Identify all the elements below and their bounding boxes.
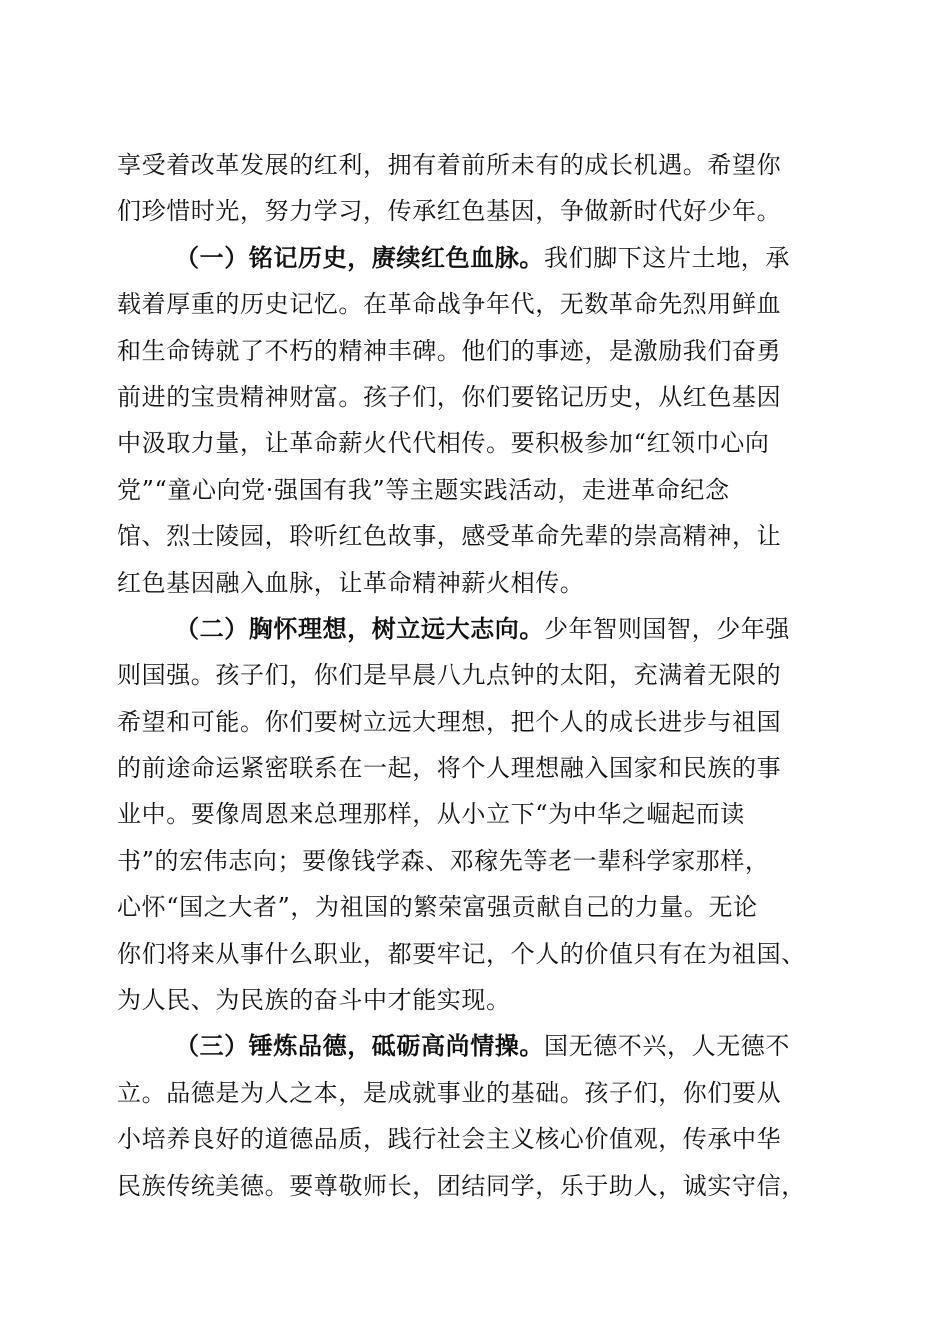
- text-line: 民族传统美德。要尊敬师长，团结同学，乐于助人，诚实守信，: [117, 1171, 806, 1200]
- text-line: 立。品德是为人之本，是成就事业的基础。孩子们，你们要从: [117, 1078, 782, 1107]
- section-2-first-line-text: 少年智则国智，少年强: [544, 614, 790, 643]
- text-line: 小培养良好的道德品质，践行社会主义核心价值观，传承中华: [117, 1125, 782, 1154]
- document-body: [117, 142, 837, 1209]
- text-line: 希望和可能。你们要树立远大理想，把个人的成长进步与祖国: [117, 707, 782, 736]
- text-line: 载着厚重的历史记忆。在革命战争年代，无数革命先烈用鲜血: [117, 290, 782, 319]
- section-2-heading: （二）胸怀理想，树立远大志向。: [175, 613, 544, 643]
- section-3-first-line: [117, 1023, 837, 1069]
- text-line: 的前途命运紧密联系在一起，将个人理想融入国家和民族的事: [117, 754, 782, 783]
- text-line: 书”的宏伟志向；要像钱学森、邓稼先等老一辈科学家那样，: [117, 846, 770, 875]
- text-line: 则国强。孩子们，你们是早晨八九点钟的太阳，充满着无限的: [117, 661, 782, 690]
- text-line: 和生命铸就了不朽的精神丰碑。他们的事迹，是激励我们奋勇: [117, 336, 782, 365]
- text-line: 你们将来从事什么职业，都要牢记，个人的价值只有在为祖国、: [117, 939, 806, 968]
- text-line: 们珍惜时光，努力学习，传承红色基因，争做新时代好少年。: [117, 197, 782, 226]
- text-line: 党”“童心向党·强国有我”等主题实践活动，走进革命纪念: [117, 475, 730, 504]
- section-1-heading: （一）铭记历史，赓续红色血脉。: [175, 242, 544, 272]
- text-line: 馆、烈士陵园，聆听红色故事，感受革命先辈的崇高精神，让: [117, 522, 782, 551]
- section-3-first-line-text: 国无德不兴，人无德不: [544, 1032, 790, 1061]
- section-3-heading: （三）锤炼品德，砥砺高尚情操。: [175, 1031, 544, 1061]
- section-1-first-line-text: 我们脚下这片土地，承: [544, 243, 790, 272]
- section-2-first-line: [117, 606, 837, 652]
- text-line: 心怀“国之大者”，为祖国的繁荣富强贡献自己的力量。无论: [117, 893, 758, 922]
- text-line: 为人民、为民族的奋斗中才能实现。: [117, 986, 511, 1015]
- text-line: 业中。要像周恩来总理那样，从小立下“为中华之崛起而读: [117, 800, 745, 829]
- text-line: 中汲取力量，让革命薪火代代相传。要积极参加“红领巾心向: [117, 429, 770, 458]
- section-1-first-line: [117, 235, 837, 281]
- text-line: 前进的宝贵精神财富。孩子们，你们要铭记历史，从红色基因: [117, 382, 782, 411]
- text-line: 红色基因融入血脉，让革命精神薪火相传。: [117, 568, 585, 597]
- text-line: 享受着改革发展的红利，拥有着前所未有的成长机遇。希望你: [117, 151, 782, 179]
